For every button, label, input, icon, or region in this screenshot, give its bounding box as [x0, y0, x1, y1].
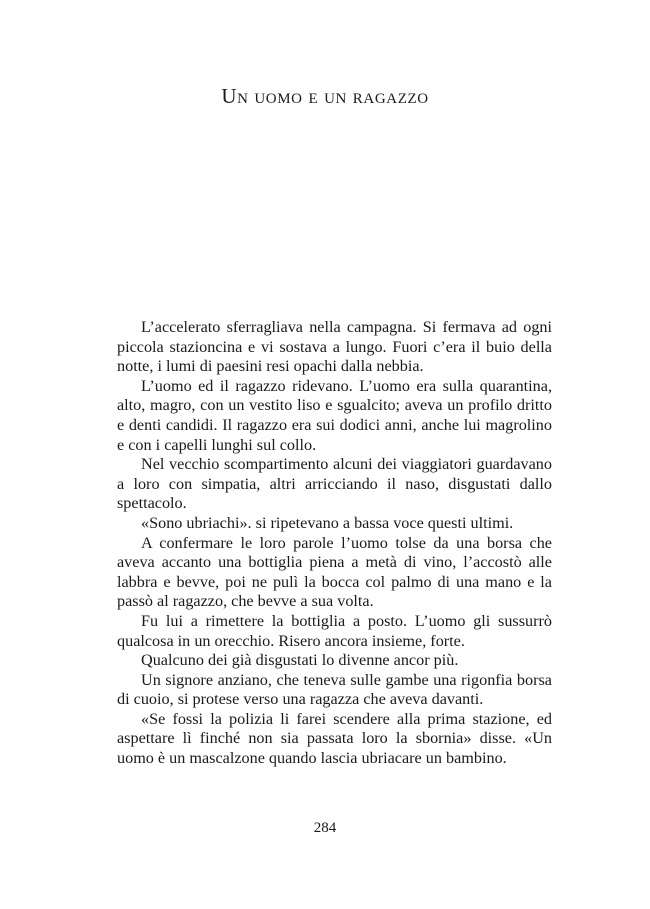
chapter-title: Un uomo e un ragazzo — [221, 84, 429, 108]
paragraph: A confermare le loro parole l’uomo tolse da una borsa che aveva accanto una bottiglia piena a metà di vino, l’accostò alle labbra e bevve, poi ne pulì la bocca col palmo di una mano e la passò al ragazzo, che bevve a sua volta. — [117, 533, 552, 611]
paragraph: Un signore anziano, che teneva sulle gambe una rigonfia borsa di cuoio, si protese verso una ragazza che aveva davanti. — [117, 670, 552, 709]
paragraph: Fu lui a rimettere la bottiglia a posto. L’uomo gli sussurrò qualcosa in un orecchio. Risero ancora insieme, forte. — [117, 611, 552, 650]
body-text — [117, 318, 552, 769]
paragraph: Qualcuno dei già disgustati lo divenne ancor più. — [141, 651, 459, 670]
paragraph: Nel vecchio scompartimento alcuni dei viaggiatori guardavano a loro con simpatia, altri arricciando il naso, disgustati dallo spettacolo. — [117, 455, 552, 513]
paragraph: L’uomo ed il ragazzo ridevano. L’uomo era sulla quarantina, alto, magro, con un vestito liso e sgualcito; aveva un profilo dritto e denti candidi. Il ragazzo era sui dodici anni, anche lui magrolino e con i capelli lunghi sul collo. — [117, 376, 552, 454]
paragraph: «Se fossi la polizia li farei scendere alla prima stazione, ed aspettare lì finché non sia passata loro la sbornia» disse. «Un uomo è un mascalzone quando lascia ubriacare un bambino. — [117, 709, 552, 768]
page-number: 284 — [313, 820, 337, 836]
paragraph: L’accelerato sferragliava nella campagna. Si fermava ad ogni piccola stazioncina e vi sostava a lungo. Fuori c’era il buio della notte, i lumi di paesini resi opachi dalla nebbia. — [117, 318, 552, 376]
paragraph: «Sono ubriachi». si ripetevano a bassa voce questi ultimi. — [141, 513, 514, 532]
